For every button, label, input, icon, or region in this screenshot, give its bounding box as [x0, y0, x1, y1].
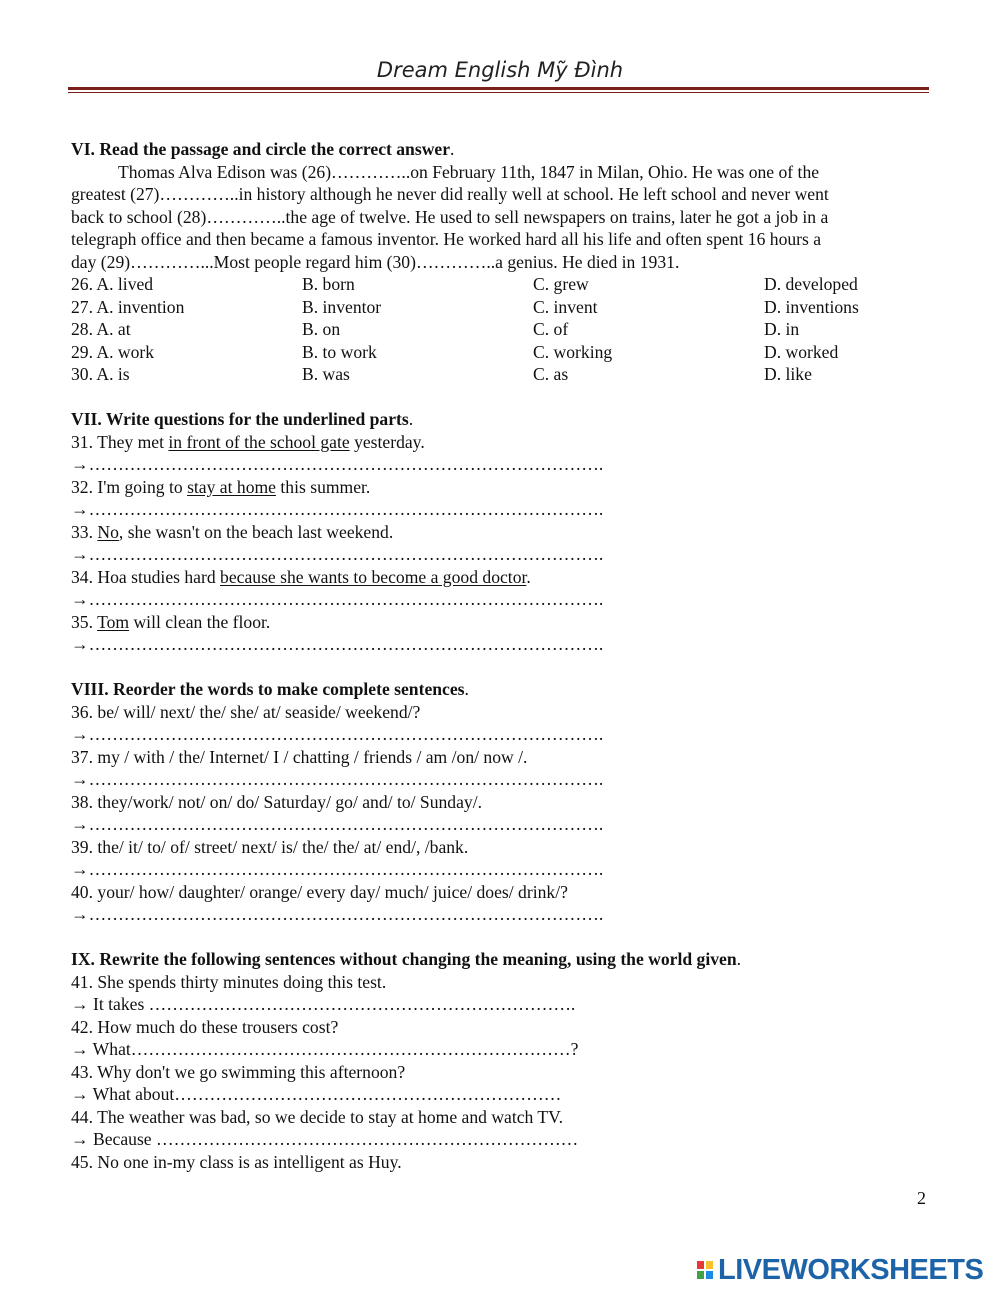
question-35: 35. Tom will clean the floor.	[71, 611, 271, 632]
question-44: 44. The weather was bad, so we decide to stay at home and watch TV.	[71, 1106, 563, 1127]
question-40: 40. your/ how/ daughter/ orange/ every day/ much/ juice/ does/ drink/?	[71, 881, 568, 902]
question-42: 42. How much do these trousers cost?	[71, 1016, 339, 1037]
question-37: 37. my / with / the/ Internet/ I / chatting / friends / am /on/ now /.	[71, 746, 528, 767]
passage-line: back to school (28)…………..the age of twelve. He used to sell newspapers on trains, later he got a job in a	[71, 206, 829, 227]
answer-line[interactable]: →…………………………………………………………………………….	[71, 859, 604, 879]
section-6-heading: VI. Read the passage and circle the correct answer.	[71, 139, 455, 159]
question-27-options	[71, 296, 931, 319]
question-32: 32. I'm going to stay at home this summer.	[71, 476, 371, 497]
answer-line[interactable]: →…………………………………………………………………………….	[71, 544, 604, 564]
option-c[interactable]: C. working	[533, 341, 613, 362]
answer-line[interactable]: →…………………………………………………………………………….	[71, 454, 604, 474]
section-7-heading: VII. Write questions for the underlined parts.	[71, 409, 414, 429]
option-c[interactable]: C. invent	[533, 296, 598, 317]
option-b[interactable]: B. born	[302, 274, 355, 294]
question-36: 36. be/ will/ next/ the/ she/ at/ seaside/ weekend/?	[71, 701, 421, 722]
option-c[interactable]: C. as	[533, 364, 569, 384]
option-c[interactable]: C. of	[533, 319, 569, 339]
option-b[interactable]: B. was	[302, 364, 350, 384]
option-b[interactable]: B. inventor	[302, 296, 382, 317]
logo-squares-icon	[697, 1261, 713, 1279]
question-33: 33. No, she wasn't on the beach last weekend.	[71, 521, 394, 542]
option-d[interactable]: D. worked	[764, 341, 839, 362]
answer-line[interactable]: →…………………………………………………………………………….	[71, 769, 604, 789]
passage-line: Thomas Alva Edison was (26)…………..on February 11th, 1847 in Milan, Ohio. He was one of the	[118, 161, 820, 182]
question-39: 39. the/ it/ to/ of/ street/ next/ is/ the/ the/ at/ end/, /bank.	[71, 836, 469, 857]
option-d[interactable]: D. like	[764, 364, 812, 384]
question-29-options	[71, 341, 931, 364]
underlined-part: No	[97, 521, 119, 542]
answer-line[interactable]: → It takes ……………………………………………………………….	[71, 994, 576, 1014]
question-30-options	[71, 363, 931, 386]
question-26-options	[71, 273, 931, 296]
option-a[interactable]: 27. A. invention	[71, 296, 185, 317]
passage-line: day (29)…………...Most people regard him (30)…………..a genius. He died in 1931.	[71, 251, 680, 272]
page-header-title: Dream English Mỹ Đình	[376, 58, 624, 82]
option-a[interactable]: 28. A. at	[71, 319, 131, 339]
option-d[interactable]: D. inventions	[764, 296, 859, 317]
answer-line[interactable]: → What…………………………………………………………………?	[71, 1039, 579, 1059]
underlined-part: in front of the school gate	[168, 431, 350, 452]
question-28-options	[71, 318, 931, 341]
answer-line[interactable]: → Because ………………………………………………………………	[71, 1129, 579, 1149]
question-31: 31. They met in front of the school gate yesterday.	[71, 431, 425, 452]
answer-line[interactable]: →…………………………………………………………………………….	[71, 634, 604, 654]
section-8-heading: VIII. Reorder the words to make complete sentences.	[71, 679, 469, 699]
option-c[interactable]: C. grew	[533, 274, 589, 294]
answer-line[interactable]: →…………………………………………………………………………….	[71, 724, 604, 744]
question-41: 41. She spends thirty minutes doing this test.	[71, 971, 387, 992]
section-9-heading: IX. Rewrite the following sentences without changing the meaning, using the world given.	[71, 949, 742, 969]
underlined-part: because she wants to become a good doctor	[220, 566, 527, 587]
option-d[interactable]: D. in	[764, 319, 800, 339]
question-43: 43. Why don't we go swimming this afternoon?	[71, 1061, 406, 1082]
answer-line[interactable]: →…………………………………………………………………………….	[71, 814, 604, 834]
page-number: 2	[917, 1188, 926, 1208]
option-a[interactable]: 30. A. is	[71, 364, 130, 384]
option-b[interactable]: B. to work	[302, 341, 377, 362]
option-d[interactable]: D. developed	[764, 274, 858, 294]
passage-line: telegraph office and then became a famous inventor. He worked hard all his life and often spent 16 hours a	[71, 229, 822, 249]
header-rule-thin	[68, 92, 929, 93]
answer-line[interactable]: →…………………………………………………………………………….	[71, 904, 604, 924]
worksheet-content	[71, 138, 931, 1173]
question-34: 34. Hoa studies hard because she wants to become a good doctor.	[71, 566, 531, 587]
liveworksheets-logo	[697, 1253, 997, 1287]
answer-line[interactable]: →…………………………………………………………………………….	[71, 589, 604, 609]
passage-line: greatest (27)…………..in history although he never did really well at school. He left school and never went	[71, 184, 829, 204]
question-45: 45. No one in-my class is as intelligent as Huy.	[71, 1151, 402, 1172]
option-a[interactable]: 29. A. work	[71, 341, 155, 362]
option-b[interactable]: B. on	[302, 319, 341, 339]
underlined-part: stay at home	[187, 476, 276, 497]
answer-line[interactable]: → What about…………………………………………………………	[71, 1084, 562, 1104]
logo-text: LIVEWORKSHEETS	[718, 1253, 984, 1286]
question-38: 38. they/work/ not/ on/ do/ Saturday/ go/ and/ to/ Sunday/.	[71, 791, 482, 812]
underlined-part: Tom	[97, 611, 130, 632]
option-a[interactable]: 26. A. lived	[71, 274, 154, 294]
answer-line[interactable]: →…………………………………………………………………………….	[71, 499, 604, 519]
header-rule-thick	[68, 87, 929, 90]
